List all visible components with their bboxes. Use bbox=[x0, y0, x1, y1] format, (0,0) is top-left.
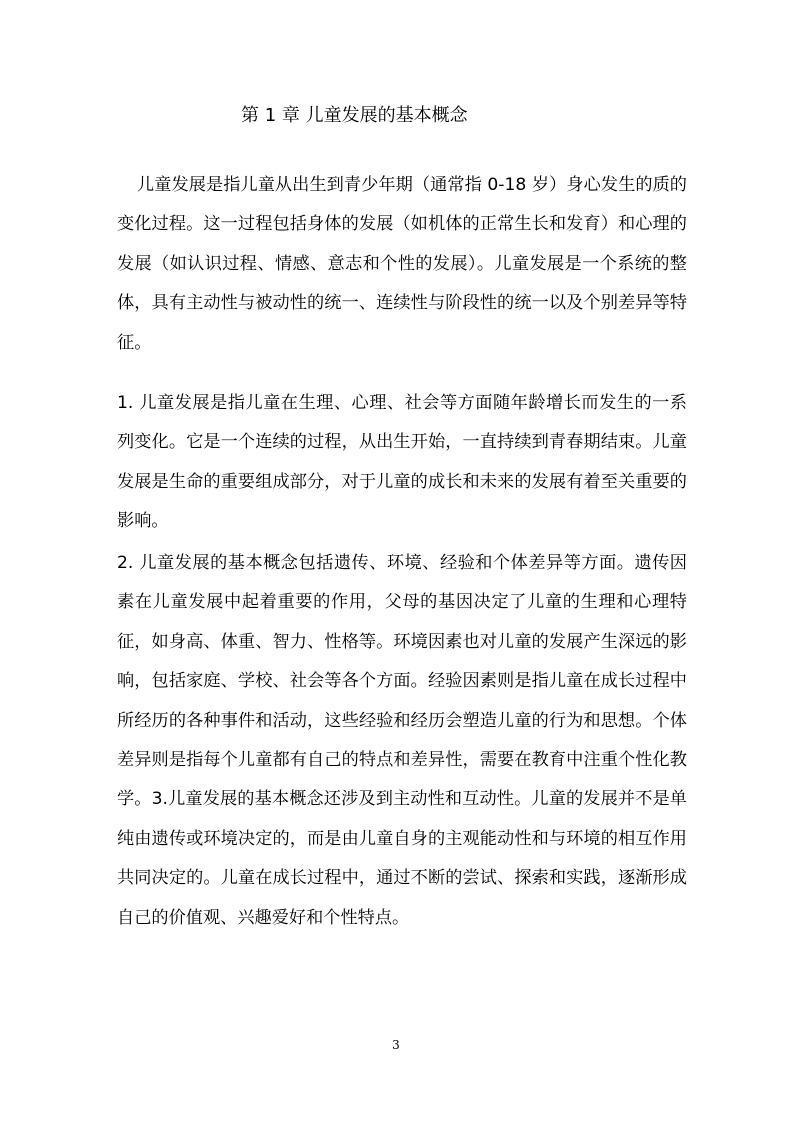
chapter-title: 第 1 章 儿童发展的基本概念 bbox=[241, 105, 468, 126]
list-item: 1. 儿童发展是指儿童在生理、心理、社会等方面随年龄增长而发生的一系列变化。它是一个连续的过程，从出生开始，一直持续到青春期结束。儿童发展是生命的重要组成部分，对于儿童的成长和未来的发展有着至关重要的影响。 bbox=[117, 393, 687, 532]
list-item: 2. 儿童发展的基本概念包括遗传、环境、经验和个体差异等方面。遗传因素在儿童发展中起着重要的作用，父母的基因决定了儿童的生理和心理特征，如身高、体重、智力、性格等。环境因素也对儿童的发展产生深远的影响，包括家庭、学校、社会等各个方面。经验因素则是指儿童在成长过程中所经历的各种事件和活动，这些经验和经历会塑造儿童的行为和思想。个体差异则是指每个儿童都有自己的特点和差异性，需要在教育中注重个性化教学。3.儿童发展的基本概念还涉及到主动性和互动性。儿童的发展并不是单纯由遗传或环境决定的，而是由儿童自身的主观能动性和与环境的相互作用共同决定的。儿童在成长过程中，通过不断的尝试、探索和实践，逐渐形成自己的价值观、兴趣爱好和个性特点。 bbox=[117, 553, 687, 928]
page-number: 3 bbox=[392, 1038, 400, 1052]
intro-paragraph: 儿童发展是指儿童从出生到青少年期（通常指 0-18 岁）身心发生的质的变化过程。这一过程包括身体的发展（如机体的正常生长和发育）和心理的发展（如认识过程、情感、意志和个性的发展）。儿童发展是一个系统的整体，具有主动性与被动性的统一、连续性与阶段性的统一以及个别差异等特征。 bbox=[117, 175, 687, 353]
